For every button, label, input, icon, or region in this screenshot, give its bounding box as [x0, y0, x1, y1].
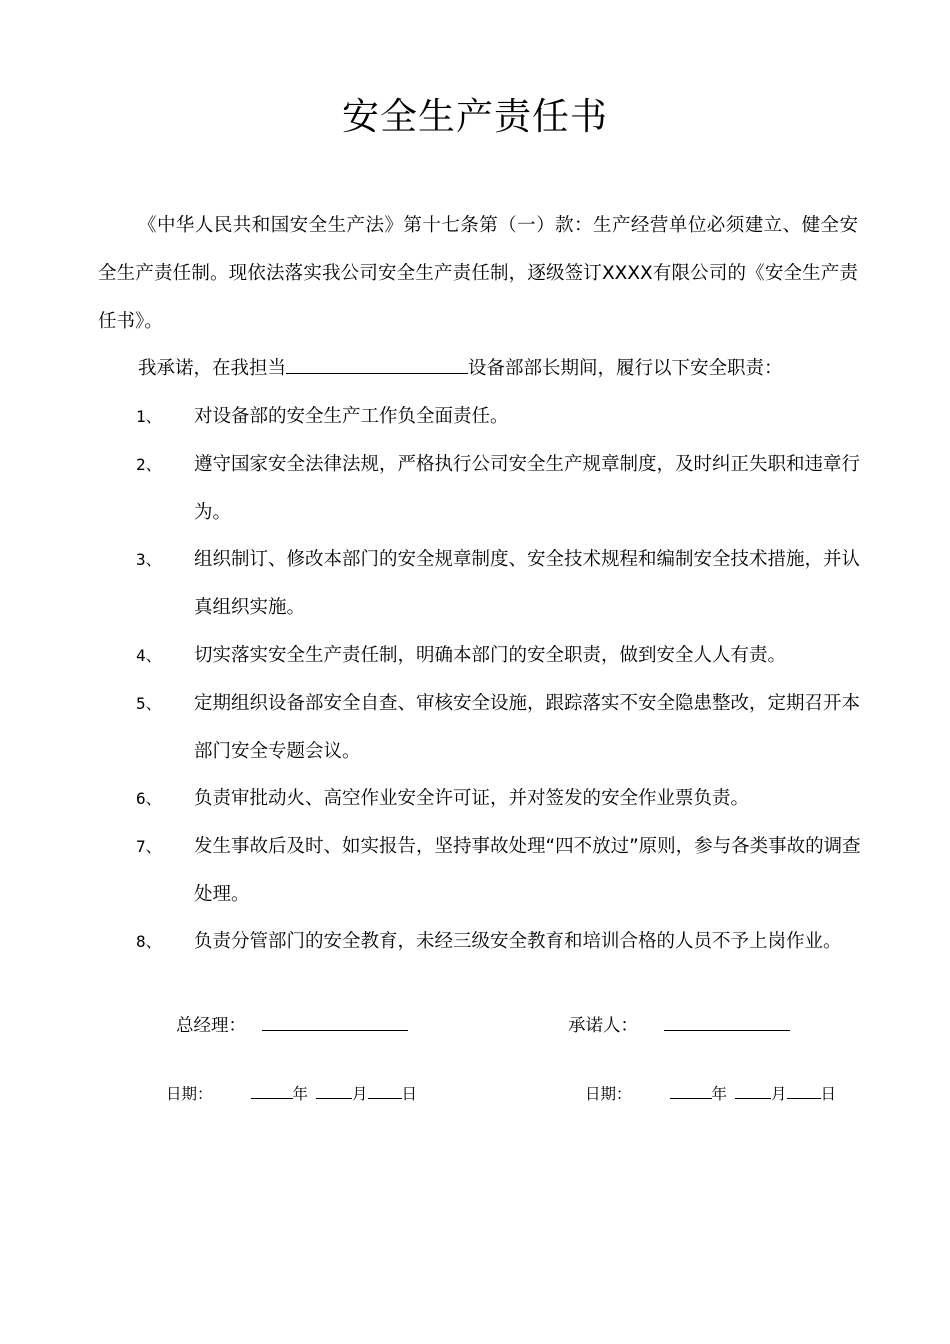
duty-number: 2、 [136, 455, 162, 474]
date-label: 日期： [166, 1085, 213, 1103]
duty-text: 遵守国家安全法律法规，严格执行公司安全生产规章制度，及时纠正失职和违章行为。 [194, 454, 861, 523]
manager-label: 总经理： [176, 1016, 246, 1036]
month-blank [735, 1084, 771, 1099]
promisor-date [585, 1081, 836, 1107]
duty-number: 7、 [136, 837, 162, 856]
duty-text: 负责审批动火、高空作业安全许可证，并对签发的安全作业票负责。 [194, 788, 750, 809]
duty-item-2 [136, 441, 862, 537]
promisor-label: 承诺人： [568, 1016, 638, 1036]
promisor-signature [568, 1011, 790, 1041]
manager-signature-line [262, 1013, 408, 1032]
manager-signature [176, 1011, 408, 1041]
duty-number: 1、 [136, 407, 162, 426]
post-blank-line [286, 355, 468, 375]
duty-number: 4、 [136, 646, 162, 665]
document-title: 安全生产责任书 [342, 95, 608, 138]
promise-before: 我承诺，在我担当 [138, 358, 287, 379]
duty-text: 组织制订、修改本部门的安全规章制度、安全技术规程和编制安全技术措施，并认真组织实施。 [194, 549, 861, 618]
duty-text: 负责分管部门的安全教育，未经三级安全教育和培训合格的人员不予上岗作业。 [194, 931, 842, 952]
duty-item-6 [136, 775, 862, 823]
manager-date [166, 1081, 417, 1107]
duty-number: 3、 [136, 550, 162, 569]
intro-paragraph: 《中华人民共和国安全生产法》第十七条第（一）款：生产经营单位必须建立、健全安全生产责任制。现依法落实我公司安全生产责任制，逐级签订XXXX有限公司的《安全生产责任书》。 [98, 215, 858, 332]
year-label: 年 [292, 1085, 309, 1103]
promise-after: 设备部部长期间，履行以下安全职责： [468, 358, 783, 379]
day-blank [368, 1084, 402, 1099]
month-label: 月 [352, 1085, 368, 1103]
promisor-signature-line [664, 1013, 790, 1032]
duty-text: 对设备部的安全生产工作负全面责任。 [194, 406, 509, 427]
day-label: 日 [401, 1085, 418, 1103]
date-label: 日期： [585, 1085, 632, 1103]
duty-text: 定期组织设备部安全自查、审核安全设施，跟踪落实不安全隐患整改，定期召开本部门安全专题会议。 [194, 693, 861, 762]
duty-number: 6、 [136, 789, 162, 808]
year-blank [670, 1084, 712, 1099]
promise-line [138, 345, 783, 393]
duty-number: 8、 [136, 932, 162, 951]
duty-item-4 [136, 632, 862, 680]
duty-item-7 [136, 823, 862, 919]
duty-text: 发生事故后及时、如实报告，坚持事故处理“四不放过”原则，参与各类事故的调查处理。 [194, 836, 861, 905]
duty-item-1 [136, 393, 862, 441]
month-blank [316, 1084, 352, 1099]
year-blank [251, 1084, 293, 1099]
month-label: 月 [771, 1085, 787, 1103]
year-label: 年 [711, 1085, 728, 1103]
duty-text: 切实落实安全生产责任制，明确本部门的安全职责，做到安全人人有责。 [194, 645, 787, 666]
day-label: 日 [820, 1085, 837, 1103]
duty-number: 5、 [136, 694, 162, 713]
duty-item-8 [136, 918, 876, 966]
duty-item-3 [136, 536, 862, 632]
day-blank [787, 1084, 821, 1099]
duty-item-5 [136, 680, 862, 776]
